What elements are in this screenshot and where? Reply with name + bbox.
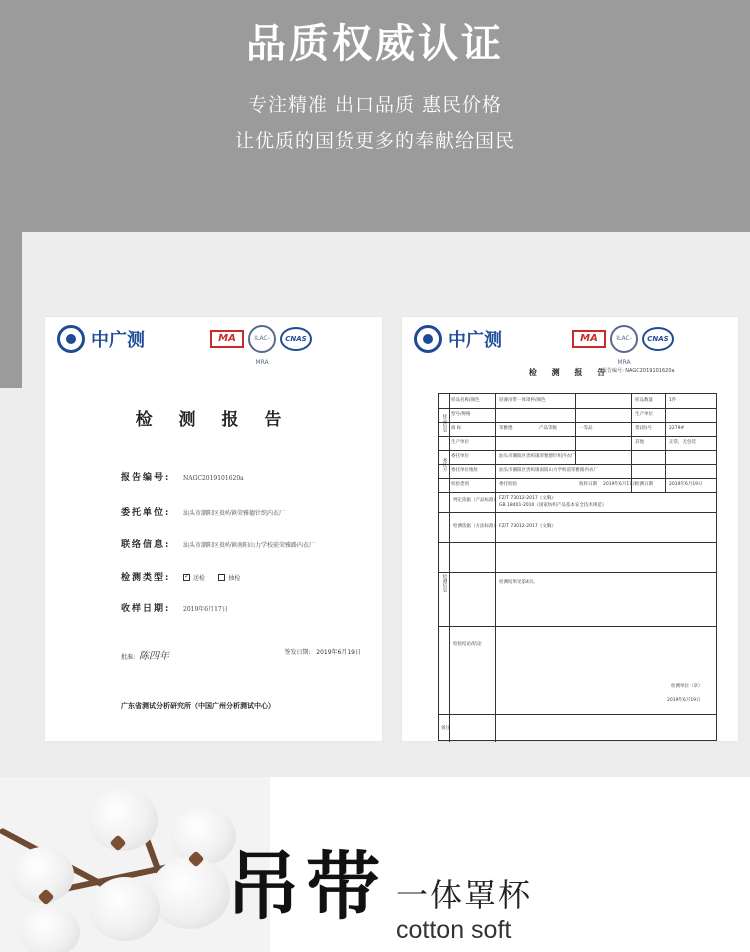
cnas-mark-icon: CNAS xyxy=(642,327,674,351)
logo-icon xyxy=(57,325,85,353)
product-tagline: cotton soft xyxy=(396,916,512,944)
approver-signature: 陈四年 xyxy=(139,651,170,662)
signature-row: 批准: 陈四年 签发日期: 2019年6月19日 xyxy=(121,649,361,662)
cert-marks xyxy=(572,325,674,366)
report-title: 检 测 报 告 xyxy=(135,410,292,430)
field-report-no: 报告编号: NAGC2019101620a xyxy=(121,473,244,483)
brand-logo xyxy=(414,325,502,353)
slogan-line-2: 让优质的国货更多的奉献给国民 xyxy=(234,130,515,152)
logo-icon xyxy=(414,325,442,353)
field-received: 收样日期: 2019年6月17日 xyxy=(121,604,228,614)
cma-mark-icon: MA xyxy=(210,330,244,348)
cma-mark-icon: MA xyxy=(572,330,606,348)
brand-name: 中广测 xyxy=(91,330,145,351)
ilac-mark-icon: ILAC-MRA xyxy=(248,325,276,353)
slogan-line-1: 专注精准 出口品质 惠民价格 xyxy=(247,94,503,116)
product-feature: 一体罩杯 xyxy=(396,876,533,914)
decor-strip-lower xyxy=(0,388,22,777)
detail-title: 检 测 报 告 xyxy=(528,368,612,377)
field-test-type: 检测类型: ✓ 送检 抽检 xyxy=(121,570,240,583)
field-contact: 联络信息: 汕头市潮阳区贵屿镇南阳山力学校前荣雅路内衣厂 xyxy=(121,540,316,550)
product-name: 吊带 xyxy=(226,844,386,930)
detail-number: 报告编号: NAGC2019101620a xyxy=(602,368,675,374)
cert-marks xyxy=(210,325,312,366)
page-title: 品质权威认证 xyxy=(246,21,504,67)
field-client: 委托单位: 汕头市潮阳区贵屿镇荣雅德针织内衣厂 xyxy=(121,508,286,518)
institute-name: 广东省测试分析研究所（中国广州分析测试中心） xyxy=(121,702,275,710)
checked-box-icon xyxy=(183,574,190,581)
empty-box-icon xyxy=(218,574,225,581)
report-detail xyxy=(402,317,738,741)
report-cover xyxy=(45,317,382,741)
ilac-mark-icon: ILAC-MRA xyxy=(610,325,638,353)
cnas-mark-icon: CNAS xyxy=(280,327,312,351)
detail-table: 样品名称/颜色 轻薄吊带一体罩杯/颜色 样品数量 1件 型号/规格 生产单位 商 标 荣雅德 产品等级 一等品 货(款)号 2279# 生产单位 其他 正常，无包装 委托单位 汕头市潮阳区贵屿镇荣雅德针织内衣厂 委托单位地址 汕头市潮阳区贵屿镇南阳山力学校前荣雅路内衣厂 检验类别 委托检验 收样日期 2019年6月17日 检测日期 2019年6月19日 判定依据（产品标准） FZ/T 73012-2017《文胸》 GB 18401-2010《国家纺织产品基本安全技术规范》 检测依据（方法标准） FZ/T 73012-2017《文胸》 检测结果见第4页。 检验结论/结论 检测单位（章） 2019年6月19日 备注 样品信息 委托方 检测信息 xyxy=(438,393,717,741)
brand-logo xyxy=(57,325,145,353)
brand-name: 中广测 xyxy=(448,330,502,351)
decor-strip xyxy=(0,232,22,388)
